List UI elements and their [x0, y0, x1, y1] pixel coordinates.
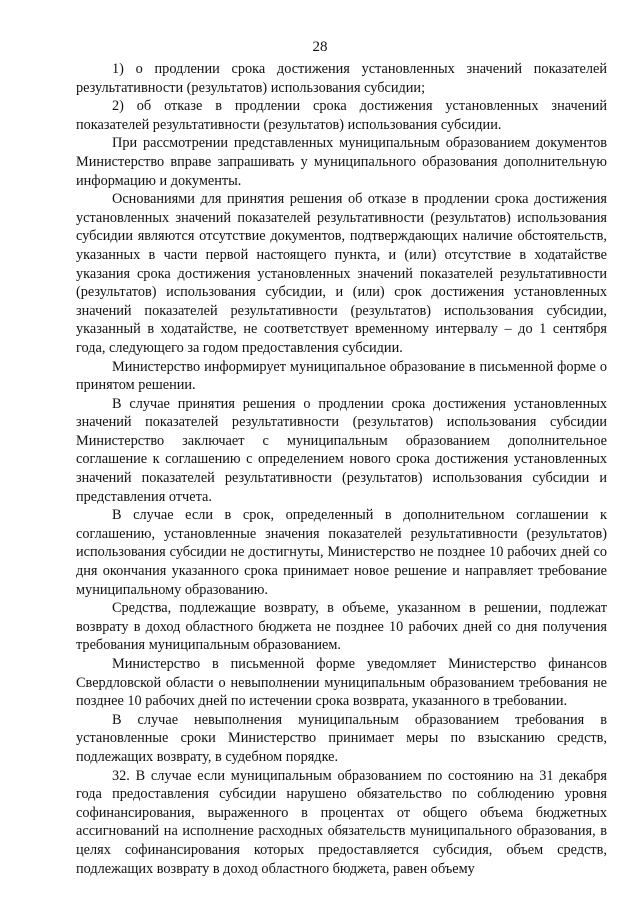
paragraph-item-32: 32. В случае если муниципальным образованием по состоянию на 31 декабря года предоставления субсидии нарушено обязательство по соблюдению уровня софинансирования, выраженного в процентах от общего объема бюджетных ассигнований на исполнение расходных обязательств муниципального образования, в целях софинансирования которых предоставляется субсидия, объем средств, подлежащих возврату в доход областного бюджета, равен объему [76, 767, 607, 877]
paragraph-refusal-grounds: Основаниями для принятия решения об отказе в продлении срока достижения установленных значений показателей результативности (результатов) использования субсидии являются отсутствие документов, подтверждающих наличие обстоятельств, указанных в части первой настоящего пункта, и (или) отсутствие в ходатайстве указания срока достижения установленных значений показателей результативности (результатов) использования субсидии, и (или) срок достижения установленных значений показателей результативности (результатов) использования субсидии, указанный в ходатайстве, не соответствует временному интервалу – до 1 сентября года, следующего за годом предоставления субсидии. [76, 191, 607, 356]
paragraph-court-recovery: В случае невыполнения муниципальным образованием требования в установленные сроки Министерство принимает меры по взысканию средств, подлежащих возврату, в судебном порядке. [76, 711, 607, 765]
paragraph-item-2: 2) об отказе в продлении срока достижения установленных значений показателей результативности (результатов) использования субсидии. [76, 98, 607, 133]
paragraph-item-1: 1) о продлении срока достижения установленных значений показателей результативности (результатов) использования субсидии; [76, 61, 607, 96]
paragraph-request-documents: При рассмотрении представленных муниципальным образованием документов Министерство вправе запрашивать у муниципального образования дополнительную информацию и документы. [76, 135, 607, 189]
paragraph-finance-ministry-notice: Министерство в письменной форме уведомляет Министерство финансов Свердловской области о невыполнении муниципальным образованием требования не позднее 10 рабочих дней по истечении срока возврата, указанного в требовании. [76, 656, 607, 710]
paragraph-refund: Средства, подлежащие возврату, в объеме, указанном в решении, подлежат возврату в доход областного бюджета не позднее 10 рабочих дней со дня получения требования муниципальным образованием. [76, 600, 607, 654]
document-body [76, 60, 607, 878]
paragraph-extension-agreement: В случае принятия решения о продлении срока достижения установленных значений показателей результативности (результатов) использования субсидии Министерство заключает с муниципальным образованием дополнительное соглашение к соглашению с определением нового срока достижения установленных значений показателей результативности (результатов) использования субсидии и представления отчета. [76, 395, 607, 505]
page-number: 28 [312, 39, 328, 55]
paragraph-notification: Министерство информирует муниципальное образование в письменной форме о принятом решении. [76, 358, 607, 394]
paragraph-new-decision: В случае если в срок, определенный в дополнительном соглашении к соглашению, установленные значения показателей результативности (результатов) использования субсидии не достигнуты, Министерство не позднее 10 рабочих дней со дня окончания указанного срока принимает новое решение и направляет требование муниципальному образованию. [76, 507, 607, 598]
